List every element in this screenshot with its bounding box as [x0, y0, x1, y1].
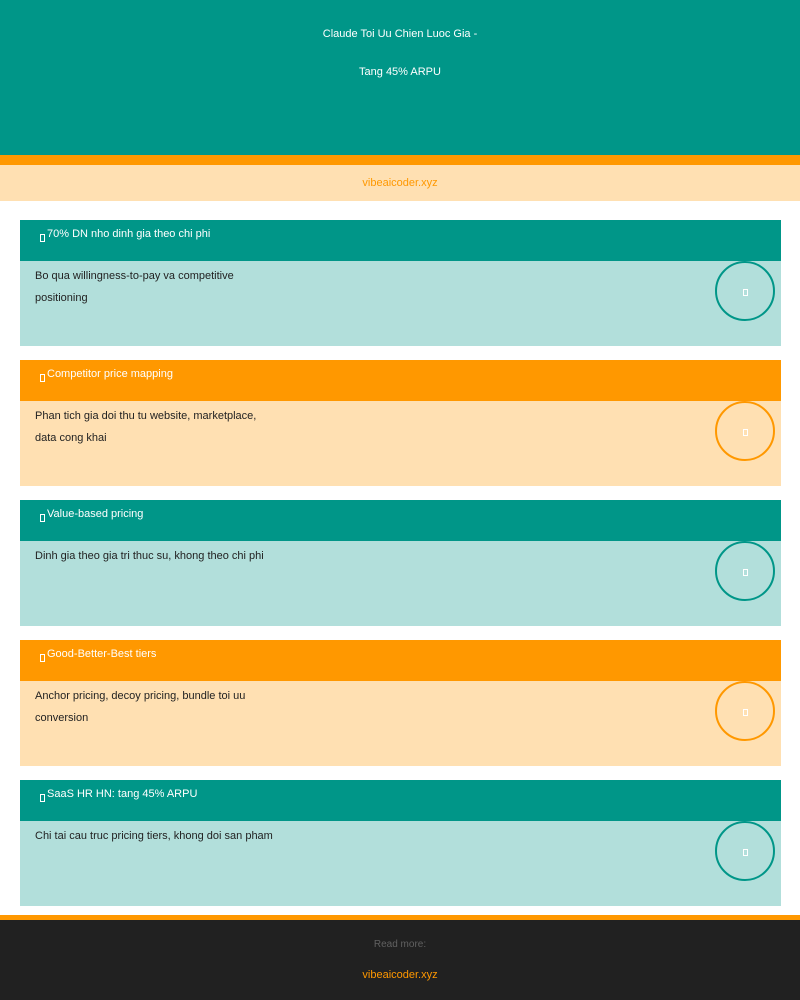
card-header — [20, 500, 781, 541]
feature-card — [20, 780, 781, 906]
feature-card — [20, 500, 781, 626]
card-body — [20, 541, 781, 626]
missing-glyph-icon — [743, 429, 748, 436]
card-header — [20, 220, 781, 261]
card-header — [20, 360, 781, 401]
card-badge-icon — [715, 401, 775, 461]
feature-card — [20, 640, 781, 766]
missing-glyph-icon — [40, 514, 45, 522]
missing-glyph-icon — [743, 849, 748, 856]
card-body — [20, 821, 781, 906]
card-heading: Value-based pricing — [47, 508, 144, 520]
missing-glyph-icon — [743, 569, 748, 576]
card-heading: Competitor price mapping — [47, 368, 173, 380]
missing-glyph-icon — [743, 709, 748, 716]
read-more-label: Read more: — [373, 939, 427, 950]
site-url-bar — [0, 165, 800, 201]
card-heading: SaaS HR HN: tang 45% ARPU — [47, 788, 198, 800]
card-body — [20, 261, 781, 346]
missing-glyph-icon — [743, 289, 748, 296]
card-description: Anchor pricing, decoy pricing, bundle toi uu conversion — [35, 690, 246, 724]
missing-glyph-icon — [40, 234, 45, 242]
card-body — [20, 681, 781, 766]
feature-card — [20, 360, 781, 486]
card-description: Bo qua willingness-to-pay va competitive positioning — [35, 270, 234, 304]
missing-glyph-icon — [40, 794, 45, 802]
card-header — [20, 780, 781, 821]
page-title-line-2: Tang 45% ARPU — [359, 66, 441, 78]
site-url-link[interactable]: vibeaicoder.xyz — [362, 177, 438, 189]
missing-glyph-icon — [40, 374, 45, 382]
card-description: Phan tich gia doi thu tu website, marketplace, data cong khai — [35, 410, 257, 444]
header-banner — [0, 0, 800, 155]
card-body — [20, 401, 781, 486]
card-description: Chi tai cau truc pricing tiers, khong doi san pham — [35, 830, 273, 842]
card-header — [20, 640, 781, 681]
footer-site-link[interactable]: vibeaicoder.xyz — [362, 969, 438, 981]
card-description: Dinh gia theo gia tri thuc su, khong theo chi phi — [35, 550, 264, 562]
feature-card — [20, 220, 781, 346]
page-title-line-1: Claude Toi Uu Chien Luoc Gia - — [322, 28, 478, 40]
card-badge-icon — [715, 541, 775, 601]
footer — [0, 920, 800, 1000]
missing-glyph-icon — [40, 654, 45, 662]
card-heading: Good-Better-Best tiers — [47, 648, 157, 660]
card-badge-icon — [715, 821, 775, 881]
card-badge-icon — [715, 681, 775, 741]
header-divider — [0, 155, 800, 165]
card-heading: 70% DN nho dinh gia theo chi phi — [47, 228, 211, 240]
card-badge-icon — [715, 261, 775, 321]
